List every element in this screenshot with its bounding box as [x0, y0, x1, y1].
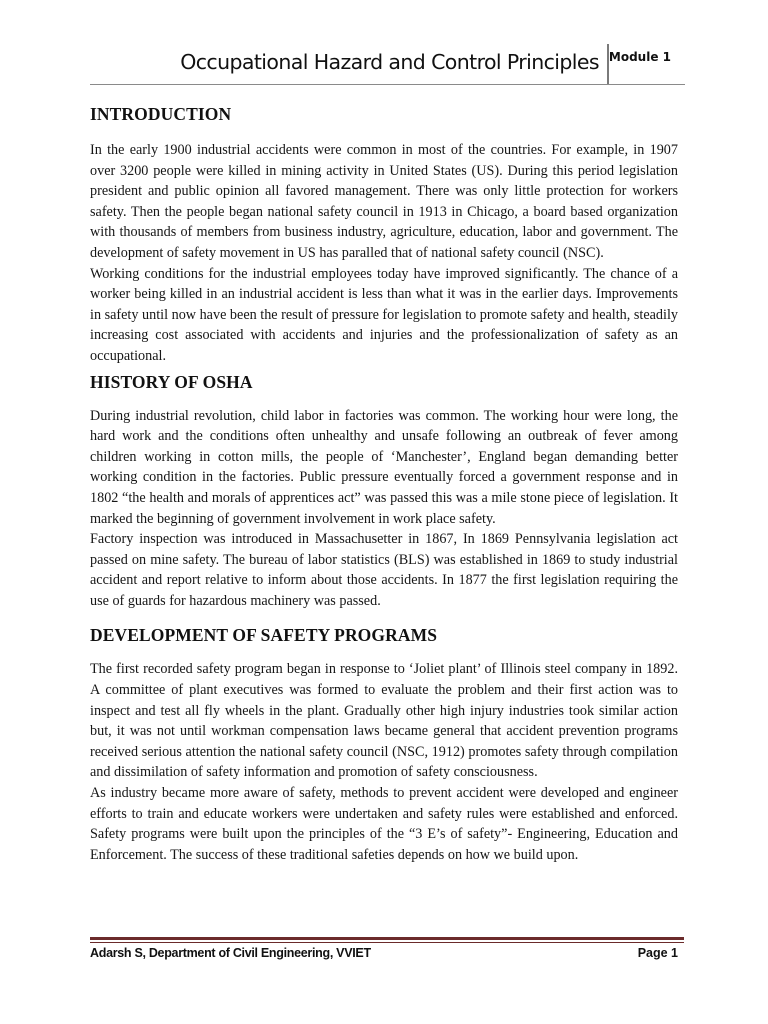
introduction-heading: INTRODUCTION	[90, 104, 232, 124]
development-paragraph-1: The first recorded safety program began in response to ‘Joliet plant’ of Illinois steel company in 1892. A committee of plant executives was formed to evaluate the problem and their first action was to inspect and test all fly wheels in the plant. Gradually other high injury industries took similar action but, it was not until workman compensation laws became general that accident prevention programs received serious attention the national safety council (NSC, 1912) promotes safety through compilation and dissimilation of safety information and promotion of safety consciousness.	[90, 661, 678, 781]
header-title: Occupational Hazard and Control Principles	[180, 50, 599, 74]
history-paragraph-1: During industrial revolution, child labor in factories was common. The working hour were long, the hard work and the conditions often unhealthy and unsafe following an outbreak of fever among children working in cotton mills, the people of ‘Manchester’, England began demanding better working condition in the factories. Public pressure eventually forced a government response and in 1802 “the health and morals of apprentices act” was passed this was a mile stone piece of legislation. It marked the beginning of government involvement in work place safety.	[90, 407, 678, 527]
page-header	[90, 44, 685, 84]
header-rule	[90, 84, 685, 85]
footer-rule-thin	[90, 942, 684, 943]
header-module-label: Module 1	[608, 50, 671, 64]
page-body	[90, 100, 678, 865]
footer-author: Adarsh S, Department of Civil Engineering, VVIET	[90, 946, 371, 960]
history-heading: HISTORY OF OSHA	[90, 371, 253, 392]
development-heading: DEVELOPMENT OF SAFETY PROGRAMS	[90, 625, 438, 646]
history-paragraph-2: Factory inspection was introduced in Massachusetter in 1867, In 1869 Pennsylvania legislation act passed on mine safety. The bureau of labor statistics (BLS) was established in 1869 to study industrial accident and report relative to inform about those accidents. In 1877 the first legislation requiring the use of guards for hazardous machinery was passed.	[90, 531, 678, 609]
introduction-paragraph-1: In the early 1900 industrial accidents were common in most of the countries. For example, in 1907 over 3200 people were killed in mining activity in United States (US). During this period legislation president and public opinion all favored management. There was only little protection for workers safety. Then the people began national safety council in 1913 in Chicago, a board based organization with thousands of members from business industry, agriculture, education, labor and government. The development of safety movement in US has paralled that of national safety council (NSC).	[90, 142, 678, 261]
footer-page-number: Page 1	[637, 946, 678, 960]
development-paragraph-2: As industry became more aware of safety, methods to prevent accident were developed and engineer efforts to train and educate workers were undertaken and safety rules were established and enforced. Safety programs were built upon the principles of the “3 E’s of safety”- Engineering, Education and Enforcement. The success of these traditional safeties depends on how we build upon.	[90, 785, 678, 863]
introduction-paragraph-2: Working conditions for the industrial employees today have improved significantly. The chance of a worker being killed in an industrial accident is less than what it was in the earlier days. Improvements in safety until now have been the result of pressure for legislation to promote safety and health, steadily increasing cost associated with accidents and injuries and the professionalization of safety as an occupational.	[90, 265, 678, 364]
footer-rule-thick	[90, 937, 684, 940]
